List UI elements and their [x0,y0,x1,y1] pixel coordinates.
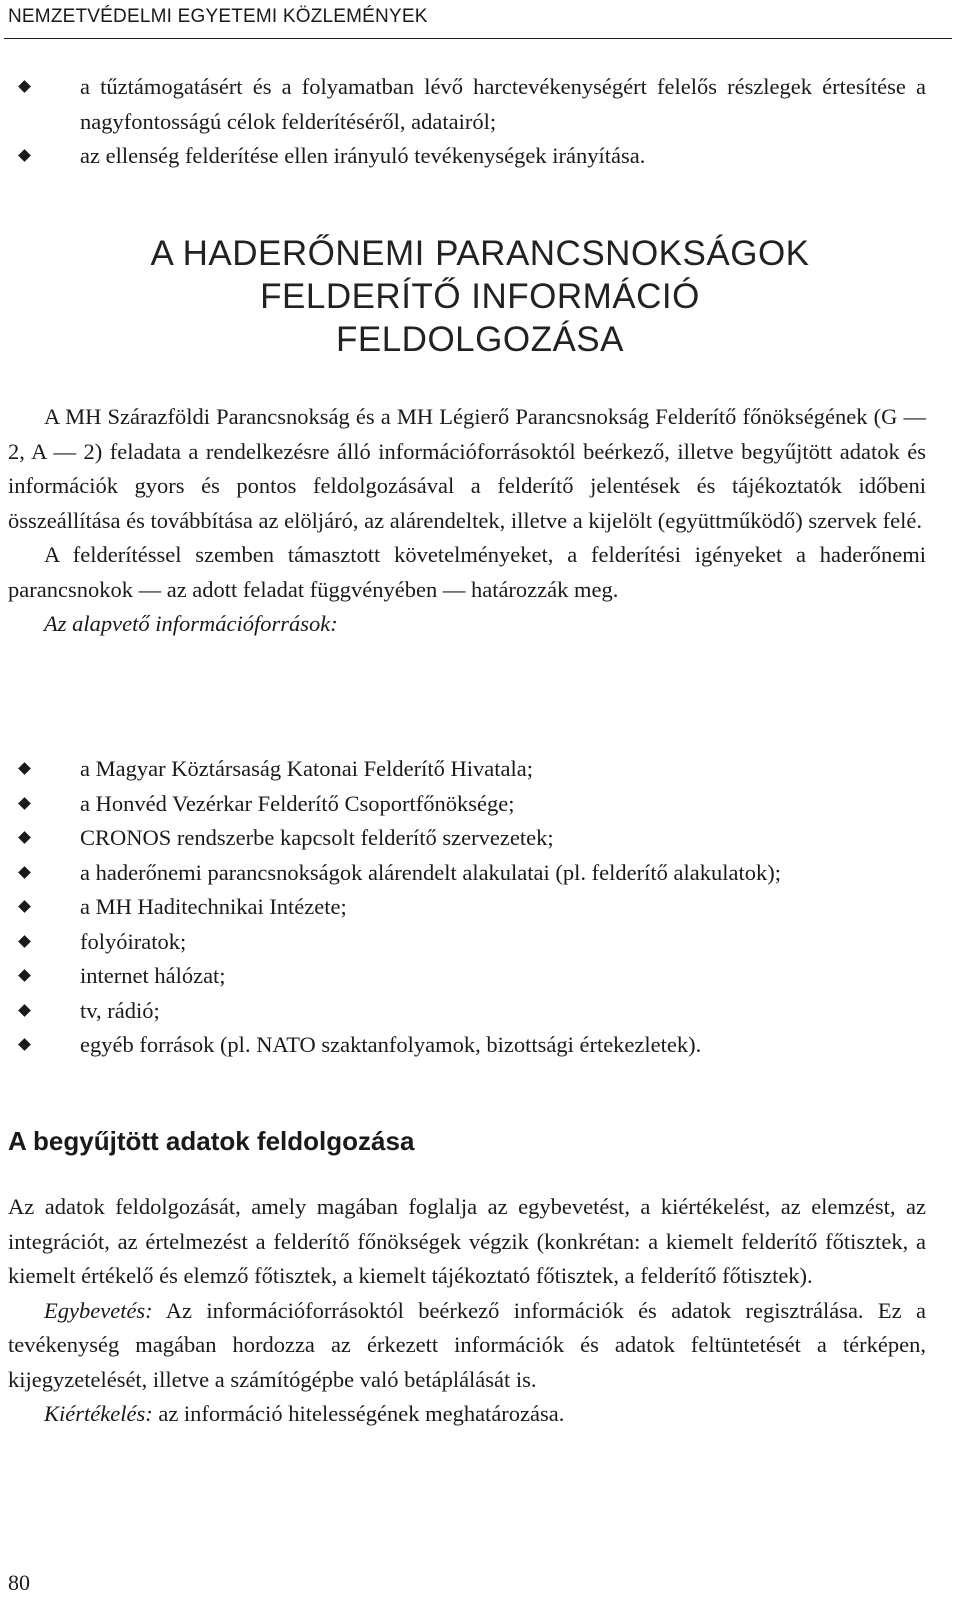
term-definition: Az információforrásoktól beérkező információk és adatok regisztrálása. Ez a tevékenység magában hordozza az érkezett információk és adatok feltüntetését a térképen, kijegyzetelését, illetve a számítógépbe való betáplálását is. [8,1297,926,1392]
list-item-text: tv, rádió; [80,997,160,1023]
list-item [8,994,926,1029]
diamond-bullet-icon [18,1038,31,1051]
diamond-bullet-icon [18,831,31,844]
page-number: 80 [8,1570,30,1595]
list-item [8,821,926,856]
running-header: NEMZETVÉDELMI EGYETEMI KÖZLEMÉNYEK [8,6,428,27]
list-item-text: a MH Haditechnikai Intézete; [80,894,347,919]
list-item-text: egyéb források (pl. NATO szaktanfolyamok, bizottsági értekezletek). [80,1032,702,1057]
list-item [8,139,926,174]
main-paragraphs [8,400,926,642]
paragraph: Az adatok feldolgozását, amely magában foglalja az egybevetést, a kiértékelést, az elemzést, az integrációt, az értelmezést a felderítő főnökségek végzik (konkrétan: a kiemelt felderítő főtisztek, a kiemelt értékelő és elemző főtisztek, a kiemelt tájékoztató főtisztek, a felderítő főtisztek). [8,1194,926,1288]
diamond-bullet-icon [18,1004,31,1017]
paragraph [8,1294,926,1398]
term-label: Kiértékelés: [44,1401,153,1426]
diamond-bullet-icon [18,969,31,982]
diamond-bullet-icon [18,149,31,162]
list-item [8,925,926,960]
list-item-text: a Magyar Köztársaság Katonai Felderítő Hivatala; [80,756,533,781]
subsection-paragraphs [8,1190,926,1432]
term-label: Egybevetés: [44,1297,153,1323]
term-definition: az információ hitelességének meghatározása. [152,1401,565,1426]
diamond-bullet-icon [18,797,31,810]
list-item [8,787,926,822]
intro-bullet-list [8,70,926,174]
diamond-bullet-icon [18,935,31,948]
list-item [8,959,926,994]
sources-label: Az alapvető információforrások: [44,611,338,636]
diamond-bullet-icon [18,866,31,879]
list-item [8,856,926,891]
paragraph: A felderítéssel szemben támasztott követelményeket, a felderítési igényeket a haderőnemi parancsnokok — az adott feladat függvényében — határozzák meg. [8,542,926,602]
list-item-text: folyóiratok; [80,928,187,954]
section-title-line: A HADERŐNEMI PARANCSNOKSÁGOK [150,234,810,273]
list-item-text: a tűztámogatásért és a folyamatban lévő harctevékenységért felelős részlegek értesítése a nagyfontosságú célok felderítéséről, adatairól; [80,74,926,134]
diamond-bullet-icon [18,80,31,93]
list-item-text: CRONOS rendszerbe kapcsolt felderítő szervezetek; [80,825,554,850]
list-item [8,890,926,925]
paragraph: A MH Szárazföldi Parancsnokság és a MH Légierő Parancsnokság Felderítő főnökségének (G — 2, A — 2) feladata a rendelkezésre álló információforrásoktól beérkező, illetve begyűjtött adatok és információk gyors és pontos feldolgozásával a felderítő jelentések és tájékoztatók időbeni összeállítása és továbbítása az elöljáró, az alárendeltek, illetve a kijelölt (együttműködő) szervek felé. [8,404,926,533]
list-item-text: a Honvéd Vezérkar Felderítő Csoportfőnöksége; [80,790,515,816]
diamond-bullet-icon [18,900,31,913]
subsection-heading: A begyűjtött adatok feldolgozása [8,1126,415,1156]
list-item [8,70,926,139]
section-title-line: FELDOLGOZÁSA [335,320,625,359]
section-title [0,232,960,361]
list-item [8,752,926,787]
paragraph [8,1397,926,1432]
list-item-text: az ellenség felderítése ellen irányuló tevékenységek irányítása. [80,143,646,168]
sources-bullet-list [8,752,926,1063]
list-item [8,1028,926,1063]
header-divider [4,38,952,39]
section-title-line: FELDERÍTŐ INFORMÁCIÓ [260,277,700,316]
diamond-bullet-icon [18,762,31,775]
list-item-text: internet hálózat; [80,963,226,988]
list-item-text: a haderőnemi parancsnokságok alárendelt alakulatai (pl. felderítő alakulatok); [80,859,781,885]
